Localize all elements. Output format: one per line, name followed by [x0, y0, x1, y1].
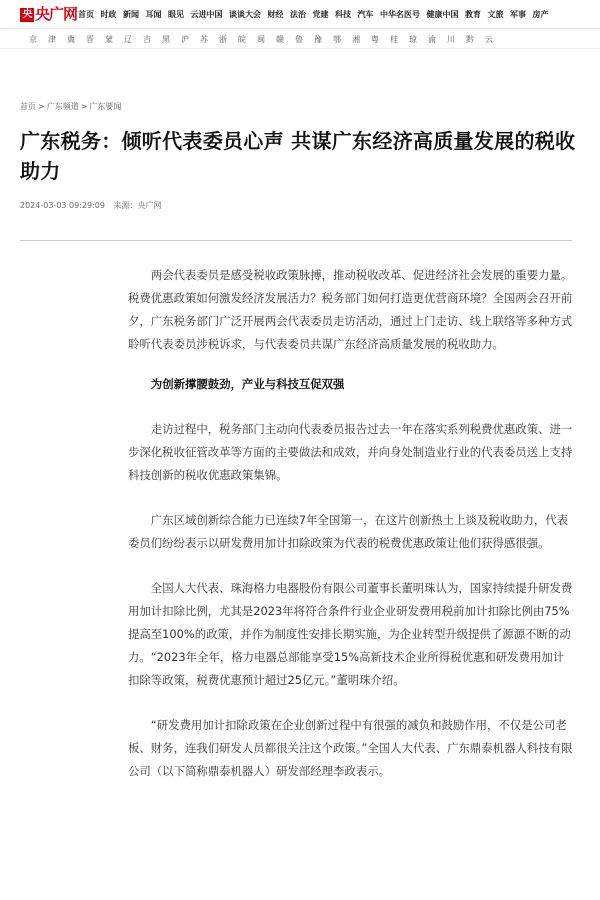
site-logo[interactable] [20, 5, 78, 23]
province-nav [0, 30, 600, 49]
province-link[interactable]: 苏 [200, 34, 208, 44]
nav-item-auto[interactable]: 汽车 [357, 9, 374, 19]
province-link[interactable]: 渝 [428, 34, 436, 44]
nav-item-tech[interactable]: 科技 [335, 9, 351, 19]
nav-item-property[interactable]: 房产 [532, 9, 549, 19]
province-link[interactable]: 蒙 [105, 34, 113, 44]
article-title: 广东税务：倾听代表委员心声 共谋广东经济高质量发展的税收助力 [20, 129, 576, 183]
province-link[interactable]: 皖 [238, 34, 246, 44]
province-link[interactable]: 晋 [86, 34, 94, 44]
article-paragraph: 走访过程中，税务部门主动向代表委员报告过去一年在落实系列税费优惠政策、进一步深化税收征管改革等方面的主要做法和成效，并向身处制造业行业的代表委员送上支持科技创新的税收优惠政策集锦。 [128, 422, 573, 482]
nav-item-politics[interactable]: 时政 [100, 9, 117, 19]
nav-item-news[interactable]: 新闻 [123, 9, 139, 19]
province-link[interactable]: 黑 [162, 34, 170, 44]
province-link[interactable]: 浙 [219, 34, 227, 44]
breadcrumb [20, 101, 123, 112]
nav-item-culture[interactable]: 文旅 [487, 9, 504, 19]
province-link[interactable]: 辽 [124, 34, 132, 44]
province-link[interactable]: 湘 [352, 34, 360, 44]
nav-item-finance[interactable]: 财经 [267, 9, 284, 19]
province-link[interactable]: 云 [485, 34, 493, 44]
article-meta [20, 200, 168, 211]
logo-text: 央广网 [35, 5, 78, 23]
article-body [128, 264, 573, 805]
logo-mark-icon: 央 [20, 8, 34, 22]
province-link[interactable]: 鄂 [333, 34, 341, 44]
province-link[interactable]: 黔 [466, 34, 474, 44]
nav-item-health[interactable]: 健康中国 [426, 9, 459, 19]
province-link[interactable]: 川 [447, 34, 455, 44]
nav-item-party[interactable]: 党建 [312, 9, 329, 19]
province-link[interactable]: 闽 [257, 34, 265, 44]
province-link[interactable]: 沪 [181, 34, 189, 44]
province-link[interactable]: 鲁 [295, 34, 303, 44]
article-date: 2024-03-03 09:29:09 [20, 201, 105, 210]
nav-item-education[interactable]: 教育 [465, 9, 481, 19]
article-paragraph: “研发费用加计扣除政策在企业创新过程中有很强的减负和鼓励作用，不仅是公司老板、财务，连我们研发人员都很关注这个政策。”全国人大代表、广东鼎泰机器人科技有限公司（以下简称鼎泰机器人）研发部经理李政表示。 [128, 718, 573, 778]
top-nav-bar [0, 0, 600, 29]
province-link[interactable]: 冀 [67, 34, 75, 44]
province-link[interactable]: 粤 [371, 34, 379, 44]
article-subheading: 为创新撑腰鼓劲，产业与科技互促双强 [150, 377, 345, 391]
province-link[interactable]: 桂 [390, 34, 398, 44]
province-link[interactable]: 京 [29, 34, 37, 44]
breadcrumb-channel[interactable]: 广东频道 [46, 102, 79, 111]
nav-item-law[interactable]: 法治 [290, 9, 306, 19]
article-paragraph: 全国人大代表、珠海格力电器股份有限公司董事长董明珠认为，国家持续提升研发费用加计扣除比例，尤其是2023年将符合条件行业企业研发费用税前加计扣除比例由75%提高至100%的政策，并作为制度性安排长期实施，为企业转型升级提供了源源不断的动力。“2023年全年，格力电器总部能享受15%高新技术企业所得税优惠和研发费用加计扣除等政策，税费优惠预计超过25亿元。”董明珠介绍。 [128, 581, 573, 687]
province-link[interactable]: 琼 [409, 34, 417, 44]
breadcrumb-separator: > [38, 102, 45, 111]
breadcrumb-section[interactable]: 广东要闻 [89, 102, 122, 111]
nav-item-hear[interactable]: 耳闻 [145, 9, 162, 19]
nav-item-doctor[interactable]: 中华名医号 [380, 9, 420, 19]
article-paragraph: 广东区域创新综合能力已连续7年全国第一，在这片创新热土上谈及税收助力，代表委员们纷纷表示以研发费用加计扣除政策为代表的税费优惠政策让他们获得感很强。 [128, 513, 569, 550]
nav-item-military[interactable]: 军事 [510, 9, 526, 19]
province-link[interactable]: 津 [48, 34, 56, 44]
nav-item-home[interactable]: 首页 [78, 9, 94, 19]
nav-item-cloud[interactable]: 云进中国 [190, 9, 223, 19]
main-nav [78, 0, 555, 29]
article-source: 来源：央广网 [113, 201, 162, 210]
nav-item-see[interactable]: 眼见 [168, 9, 184, 19]
article-paragraph: 两会代表委员是感受税收政策脉搏，推动税收改革、促进经济社会发展的重要力量。税费优惠政策如何激发经济发展活力？税务部门如何打造更优营商环境？全国两会召开前夕，广东税务部门广泛开展两会代表委员走访活动，通过上门走访、线上联络等多种方式聆听代表委员涉税诉求，与代表委员共谋广东经济高质量发展的税收助力。 [128, 268, 573, 351]
title-divider [20, 240, 572, 241]
nav-item-talks[interactable]: 谈谈大会 [229, 9, 261, 19]
province-link[interactable]: 吉 [143, 34, 151, 44]
breadcrumb-separator: > [80, 102, 88, 111]
province-link[interactable]: 赣 [276, 34, 284, 44]
breadcrumb-home[interactable]: 首页 [20, 102, 36, 111]
province-link[interactable]: 豫 [314, 34, 322, 44]
